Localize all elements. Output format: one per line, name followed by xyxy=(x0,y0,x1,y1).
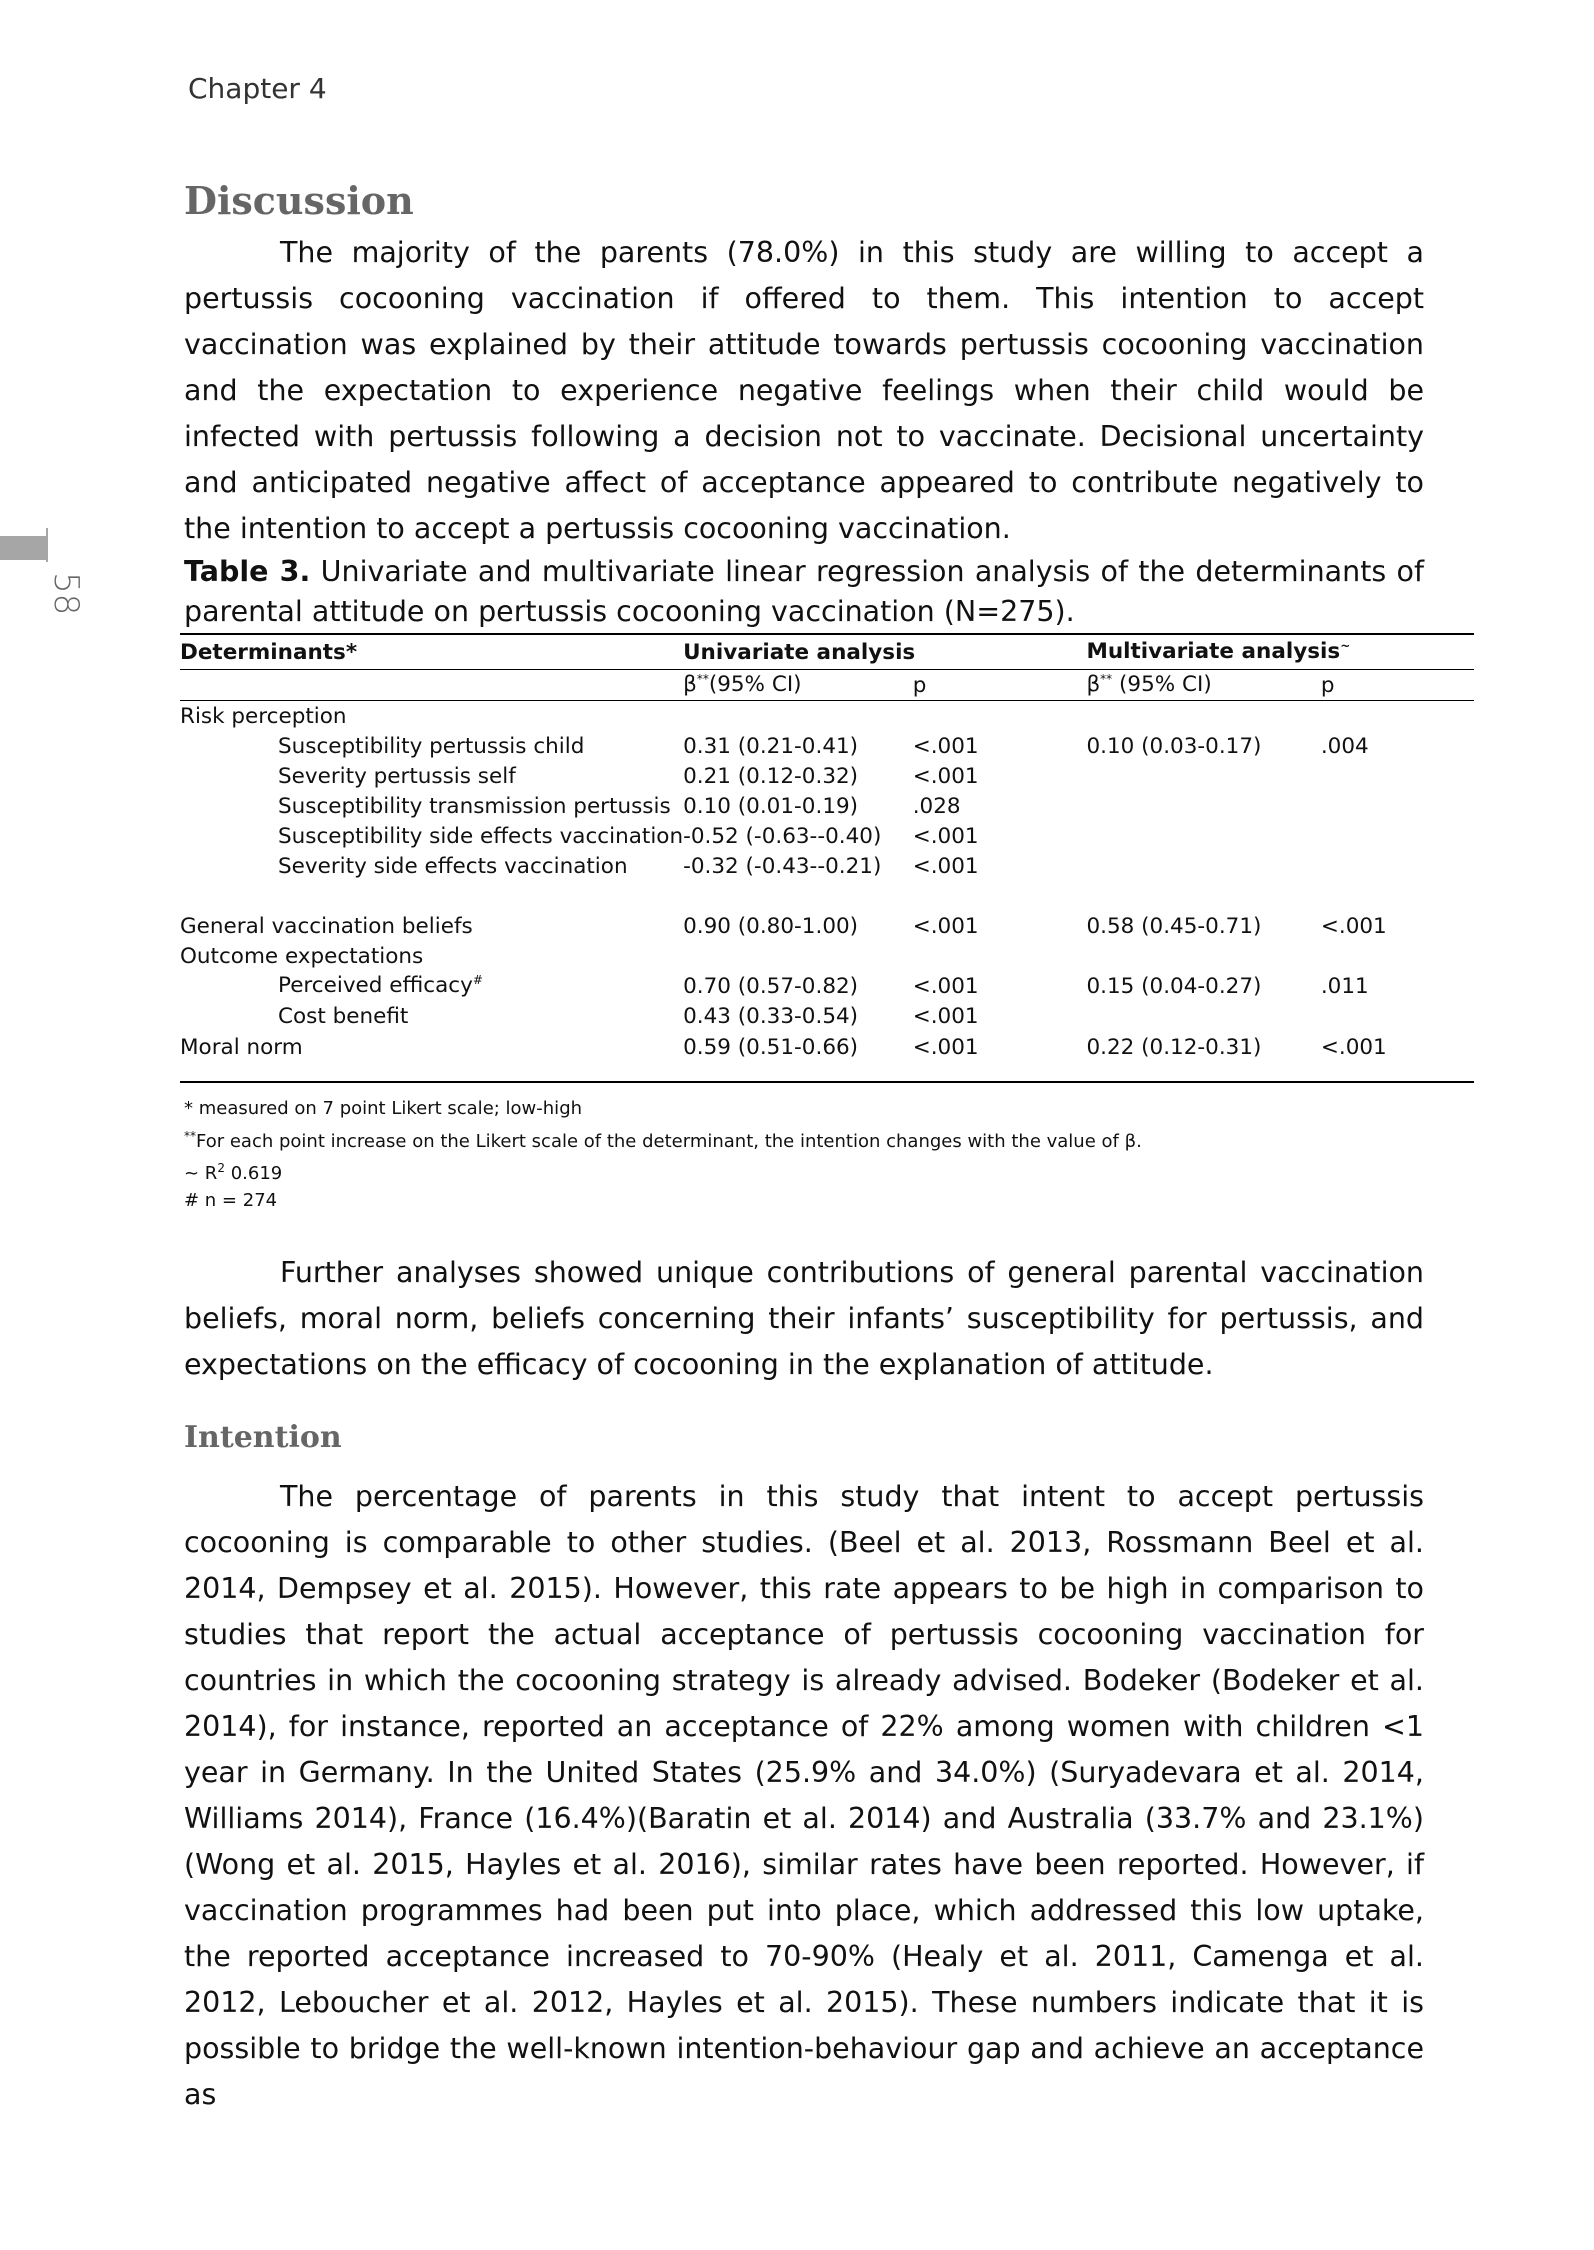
header-multi-beta: β** (95% CI) xyxy=(1086,670,1320,701)
header-determinants: Determinants* xyxy=(180,634,683,670)
row-label: Severity pertussis self xyxy=(278,763,516,789)
table-header-row xyxy=(180,634,1474,670)
page-number: 58 xyxy=(46,572,86,616)
cell-uni-beta: -0.52 (-0.63--0.40) xyxy=(683,823,882,849)
table-row xyxy=(180,761,1474,791)
cell-multi-p: .004 xyxy=(1320,733,1369,759)
cell-multi-beta: 0.22 (0.12-0.31) xyxy=(1086,1031,1320,1082)
row-label: Severity side effects vaccination xyxy=(278,853,628,879)
table-row xyxy=(180,701,1474,732)
header-multivariate: Multivariate analysis~ xyxy=(1086,634,1474,670)
cell-multi-p: <.001 xyxy=(1321,1031,1474,1082)
table-note: * measured on 7 point Likert scale; low-high xyxy=(184,1098,583,1119)
cell-uni-p: <.001 xyxy=(912,733,979,759)
running-head: Chapter 4 xyxy=(188,72,327,105)
page-side-tick xyxy=(46,528,48,562)
cell-uni-beta: 0.21 (0.12-0.32) xyxy=(683,763,859,789)
cell-uni-beta: 0.43 (0.33-0.54) xyxy=(683,1003,859,1029)
row-label: Susceptibility pertussis child xyxy=(278,733,585,759)
cell-uni-beta: 0.90 (0.80-1.00) xyxy=(683,913,859,939)
table-subheader-row xyxy=(180,670,1474,701)
cell-uni-p: <.001 xyxy=(912,1003,979,1029)
row-label: Perceived efficacy# xyxy=(278,973,483,999)
table-row xyxy=(180,911,1474,941)
row-label: Moral norm xyxy=(180,1031,683,1082)
cell-multi-p: .011 xyxy=(1320,973,1369,999)
row-label: Risk perception xyxy=(180,703,347,729)
discussion-paragraph: The majority of the parents (78.0%) in this study are willing to accept a pertussis cocooning vaccination if offered to them. This intention to accept vaccination was explained by their attitude towards pertussis cocooning vaccination and the expectation to experience negative feelings when their child would be infected with pertussis following a decision not to vaccinate. Decisional uncertainty and anticipated negative affect of acceptance appeared to contribute negatively to the intention to accept a pertussis cocooning vaccination. xyxy=(184,236,1424,545)
row-label: Cost benefit xyxy=(278,1003,409,1029)
cell-uni-beta: 0.10 (0.01-0.19) xyxy=(683,793,859,819)
cell-uni-p: <.001 xyxy=(912,853,979,879)
table-row xyxy=(180,851,1474,881)
table-spacer-row xyxy=(180,881,1474,911)
table-caption xyxy=(184,552,1424,632)
cell-uni-p: <.001 xyxy=(912,763,979,789)
cell-uni-p: <.001 xyxy=(912,913,979,939)
page-side-marker xyxy=(0,536,46,560)
cell-uni-p: <.001 xyxy=(912,973,979,999)
table-notes xyxy=(184,1096,1142,1214)
row-label: Susceptibility transmission pertussis xyxy=(278,793,671,819)
table-note: # n = 274 xyxy=(184,1189,278,1211)
row-label: Outcome expectations xyxy=(180,943,424,969)
table-caption-text: Univariate and multivariate linear regression analysis of the determinants of parental attitude on pertussis cocooning vaccination (N=275). xyxy=(184,555,1424,628)
table-note: **For each point increase on the Likert scale of the determinant, the intention changes with the value of β. xyxy=(184,1128,1142,1152)
cell-uni-beta: 0.31 (0.21-0.41) xyxy=(683,733,859,759)
cell-uni-p: <.001 xyxy=(913,1031,1087,1082)
table-row xyxy=(180,1001,1474,1031)
table-row xyxy=(180,1031,1474,1082)
cell-multi-beta: 0.15 (0.04-0.27) xyxy=(1086,973,1262,999)
cell-multi-p: <.001 xyxy=(1320,913,1387,939)
cell-uni-p: .028 xyxy=(912,793,961,819)
table-row xyxy=(180,941,1474,971)
cell-uni-beta: 0.59 (0.51-0.66) xyxy=(683,1031,913,1082)
row-label: Susceptibility side effects vaccination xyxy=(278,823,684,849)
cell-uni-p: <.001 xyxy=(912,823,979,849)
table-row xyxy=(180,971,1474,1001)
row-label: General vaccination beliefs xyxy=(180,913,473,939)
section-heading-discussion: Discussion xyxy=(184,178,414,223)
intention-paragraph: The percentage of parents in this study that intent to accept pertussis cocooning is comparable to other studies. (Beel et al. 2013, Rossmann Beel et al. 2014, Dempsey et al. 2015). However, this rate appears to be high in comparison to studies that report the actual acceptance of pertussis cocooning vaccination for countries in which the cocooning strategy is already advised. Bodeker (Bodeker et al. 2014), for instance, reported an acceptance of 22% among women with children <1 year in Germany. In the United States (25.9% and 34.0%) (Suryadevara et al. 2014, Williams 2014), France (16.4%)(Baratin et al. 2014) and Australia (33.7% and 23.1%) (Wong et al. 2015, Hayles et al. 2016), similar rates have been reported. However, if vaccination programmes had been put into place, which addressed this low uptake, the reported acceptance increased to 70-90% (Healy et al. 2011, Camenga et al. 2012, Leboucher et al. 2012, Hayles et al. 2015). These numbers indicate that it is possible to bridge the well-known intention-behaviour gap and achieve an acceptance as xyxy=(184,1480,1424,2111)
paragraph-after-table: Further analyses showed unique contributions of general parental vaccination beliefs, moral norm, beliefs concerning their infants’ susceptibility for pertussis, and expectations on the efficacy of cocooning in the explanation of attitude. xyxy=(184,1256,1424,1381)
cell-multi-beta: 0.58 (0.45-0.71) xyxy=(1086,913,1262,939)
header-multi-p: p xyxy=(1321,670,1474,701)
table-caption-label: Table 3. xyxy=(184,555,311,588)
header-uni-beta: β**(95% CI) xyxy=(683,670,913,701)
table-row xyxy=(180,791,1474,821)
cell-uni-beta: -0.32 (-0.43--0.21) xyxy=(683,853,882,879)
regression-table xyxy=(180,633,1474,1083)
header-univariate: Univariate analysis xyxy=(683,634,1086,670)
cell-uni-beta: 0.70 (0.57-0.82) xyxy=(683,973,859,999)
cell-multi-beta: 0.10 (0.03-0.17) xyxy=(1086,733,1262,759)
table-note: ~ $R^2$ 0.619 xyxy=(184,1161,283,1184)
header-uni-p: p xyxy=(913,670,1087,701)
table-row xyxy=(180,731,1474,761)
table-row xyxy=(180,821,1474,851)
section-heading-intention: Intention xyxy=(184,1420,342,1455)
